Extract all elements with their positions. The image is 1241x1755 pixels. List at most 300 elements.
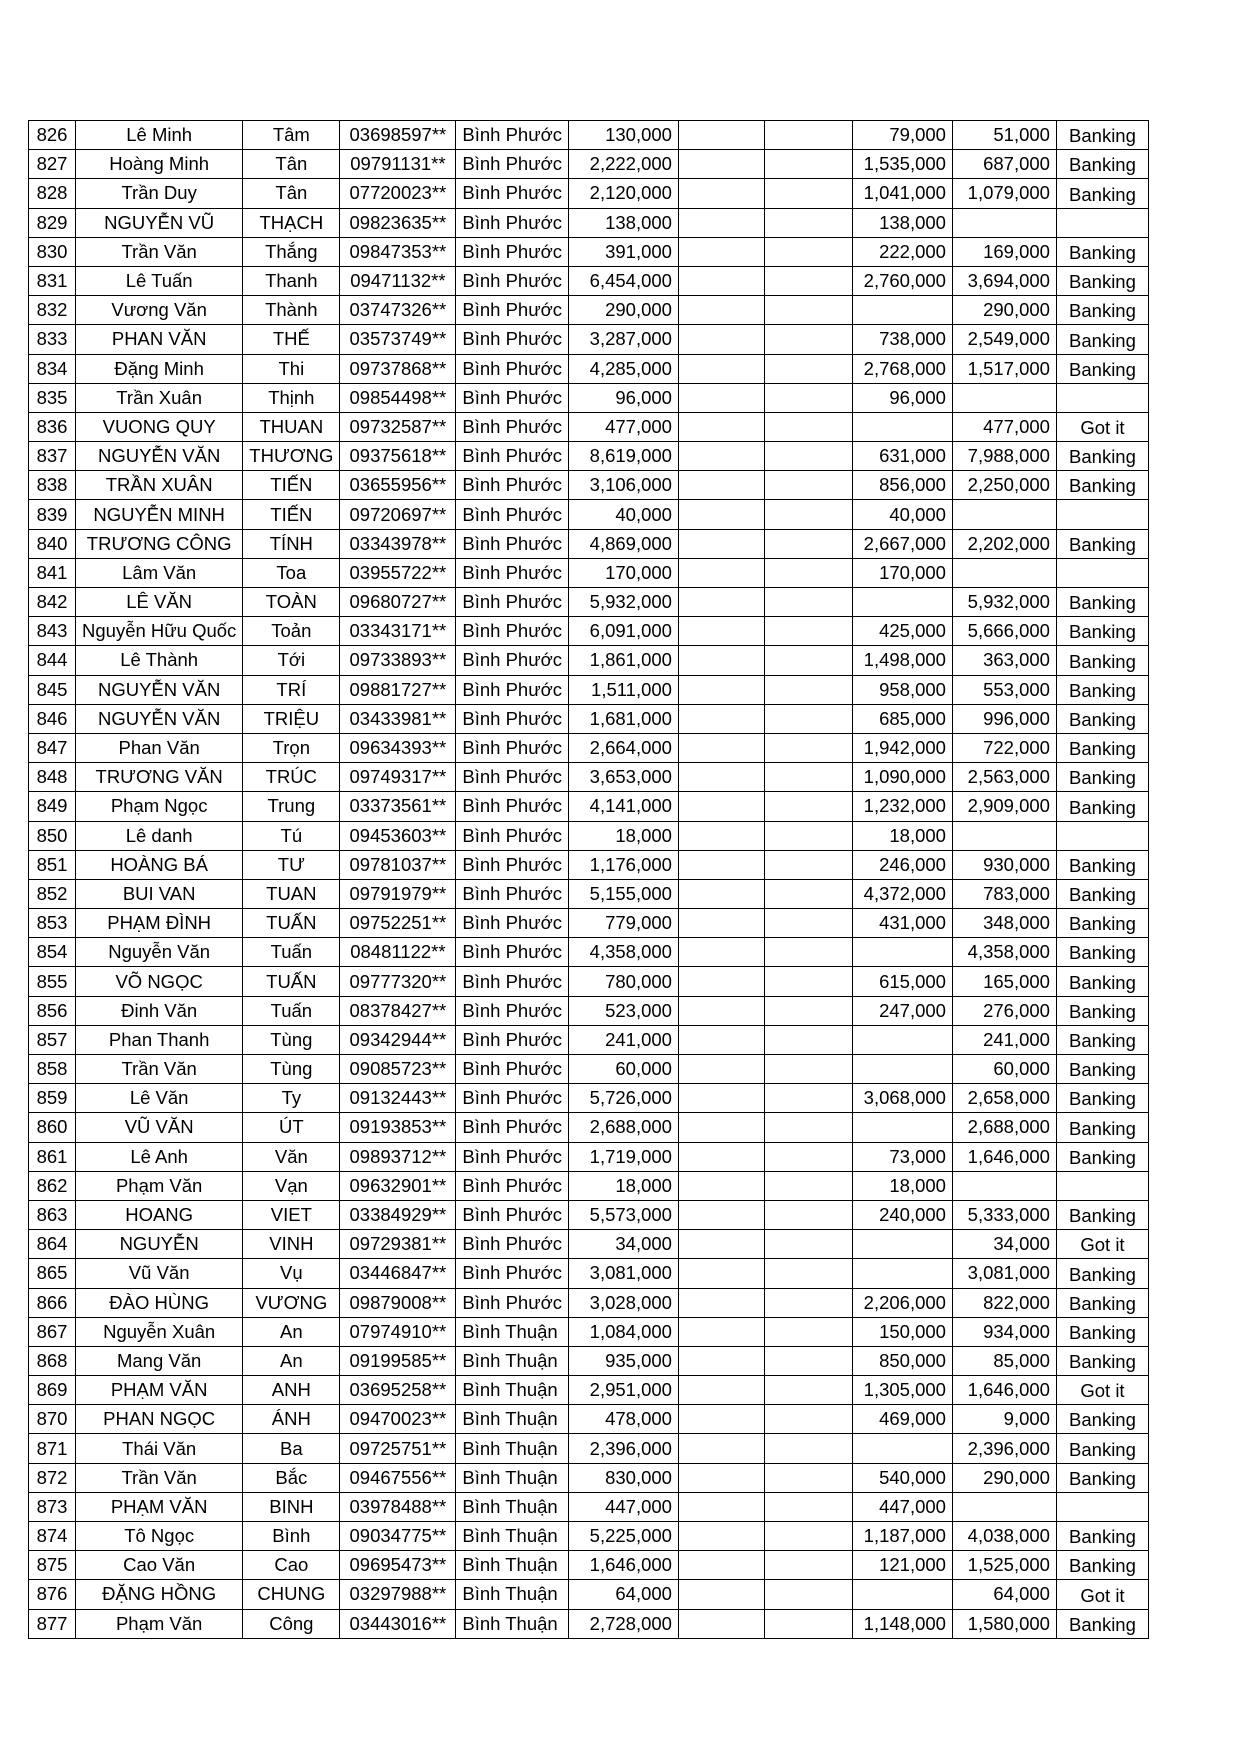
- blank-column-1-cell: [678, 1609, 764, 1638]
- remaining-amount-cell: 60,000: [952, 1055, 1056, 1084]
- total-amount-cell: 4,869,000: [568, 529, 678, 558]
- remaining-amount-cell: 9,000: [952, 1405, 1056, 1434]
- last-middle-name-cell: Hoàng Minh: [76, 150, 243, 179]
- province-cell: Bình Thuận: [456, 1434, 569, 1463]
- phone-number-cell: 09632901**: [340, 1171, 456, 1200]
- last-middle-name-cell: Vũ Văn: [76, 1259, 243, 1288]
- total-amount-cell: 96,000: [568, 383, 678, 412]
- blank-column-1-cell: [678, 237, 764, 266]
- row-number-cell: 874: [29, 1522, 76, 1551]
- last-middle-name-cell: VŨ VĂN: [76, 1113, 243, 1142]
- blank-column-1-cell: [678, 179, 764, 208]
- row-number-cell: 841: [29, 558, 76, 587]
- remaining-amount-cell: 2,563,000: [952, 763, 1056, 792]
- province-cell: Bình Phước: [456, 208, 569, 237]
- phone-number-cell: 08378427**: [340, 996, 456, 1025]
- paid-amount-cell: 425,000: [852, 617, 952, 646]
- blank-column-2-cell: [764, 1522, 852, 1551]
- first-name-cell: TUẤN: [243, 909, 340, 938]
- payment-status-cell: Banking: [1056, 1200, 1148, 1229]
- total-amount-cell: 1,646,000: [568, 1551, 678, 1580]
- remaining-amount-cell: 1,580,000: [952, 1609, 1056, 1638]
- blank-column-2-cell: [764, 1288, 852, 1317]
- first-name-cell: Thi: [243, 354, 340, 383]
- total-amount-cell: 5,932,000: [568, 588, 678, 617]
- province-cell: Bình Phước: [456, 733, 569, 762]
- row-number-cell: 875: [29, 1551, 76, 1580]
- remaining-amount-cell: 934,000: [952, 1317, 1056, 1346]
- remaining-amount-cell: 1,079,000: [952, 179, 1056, 208]
- last-middle-name-cell: Lê Văn: [76, 1084, 243, 1113]
- last-middle-name-cell: Lê danh: [76, 821, 243, 850]
- blank-column-2-cell: [764, 850, 852, 879]
- total-amount-cell: 3,287,000: [568, 325, 678, 354]
- province-cell: Bình Phước: [456, 909, 569, 938]
- row-number-cell: 859: [29, 1084, 76, 1113]
- payment-status-cell: Banking: [1056, 529, 1148, 558]
- blank-column-1-cell: [678, 1259, 764, 1288]
- total-amount-cell: 1,511,000: [568, 675, 678, 704]
- remaining-amount-cell: 822,000: [952, 1288, 1056, 1317]
- payment-status-cell: Banking: [1056, 704, 1148, 733]
- table-row: [29, 266, 1149, 295]
- blank-column-1-cell: [678, 792, 764, 821]
- province-cell: Bình Phước: [456, 1259, 569, 1288]
- remaining-amount-cell: 1,517,000: [952, 354, 1056, 383]
- table-row: [29, 938, 1149, 967]
- paid-amount-cell: 2,206,000: [852, 1288, 952, 1317]
- first-name-cell: Thanh: [243, 266, 340, 295]
- phone-number-cell: 09854498**: [340, 383, 456, 412]
- province-cell: Bình Thuận: [456, 1551, 569, 1580]
- blank-column-2-cell: [764, 442, 852, 471]
- province-cell: Bình Phước: [456, 412, 569, 441]
- phone-number-cell: 09749317**: [340, 763, 456, 792]
- table-row: [29, 909, 1149, 938]
- paid-amount-cell: 738,000: [852, 325, 952, 354]
- payment-status-cell: Banking: [1056, 442, 1148, 471]
- table-row: [29, 1434, 1149, 1463]
- province-cell: Bình Phước: [456, 121, 569, 150]
- last-middle-name-cell: ĐÀO HÙNG: [76, 1288, 243, 1317]
- blank-column-1-cell: [678, 1317, 764, 1346]
- blank-column-1-cell: [678, 1551, 764, 1580]
- payment-status-cell: Banking: [1056, 1142, 1148, 1171]
- paid-amount-cell: 958,000: [852, 675, 952, 704]
- phone-number-cell: 03297988**: [340, 1580, 456, 1609]
- phone-number-cell: 09085723**: [340, 1055, 456, 1084]
- last-middle-name-cell: Phạm Văn: [76, 1171, 243, 1200]
- row-number-cell: 836: [29, 412, 76, 441]
- last-middle-name-cell: Nguyễn Hữu Quốc: [76, 617, 243, 646]
- first-name-cell: Bình: [243, 1522, 340, 1551]
- table-row: [29, 850, 1149, 879]
- row-number-cell: 866: [29, 1288, 76, 1317]
- remaining-amount-cell: 1,525,000: [952, 1551, 1056, 1580]
- payment-status-cell: Banking: [1056, 471, 1148, 500]
- province-cell: Bình Phước: [456, 1055, 569, 1084]
- blank-column-2-cell: [764, 208, 852, 237]
- province-cell: Bình Phước: [456, 821, 569, 850]
- last-middle-name-cell: Tô Ngọc: [76, 1522, 243, 1551]
- first-name-cell: TRÍ: [243, 675, 340, 704]
- paid-amount-cell: [852, 1259, 952, 1288]
- last-middle-name-cell: Trần Văn: [76, 1463, 243, 1492]
- blank-column-2-cell: [764, 967, 852, 996]
- paid-amount-cell: 1,942,000: [852, 733, 952, 762]
- blank-column-1-cell: [678, 1025, 764, 1054]
- table-row: [29, 121, 1149, 150]
- table-row: [29, 967, 1149, 996]
- last-middle-name-cell: TRƯƠNG CÔNG: [76, 529, 243, 558]
- payment-status-cell: Banking: [1056, 1084, 1148, 1113]
- payment-status-cell: [1056, 1171, 1148, 1200]
- total-amount-cell: 3,653,000: [568, 763, 678, 792]
- total-amount-cell: 6,091,000: [568, 617, 678, 646]
- remaining-amount-cell: 930,000: [952, 850, 1056, 879]
- blank-column-2-cell: [764, 412, 852, 441]
- phone-number-cell: 09695473**: [340, 1551, 456, 1580]
- table-row: [29, 1171, 1149, 1200]
- table-row: [29, 996, 1149, 1025]
- total-amount-cell: 478,000: [568, 1405, 678, 1434]
- province-cell: Bình Thuận: [456, 1580, 569, 1609]
- payment-status-cell: Banking: [1056, 150, 1148, 179]
- remaining-amount-cell: 363,000: [952, 646, 1056, 675]
- row-number-cell: 864: [29, 1230, 76, 1259]
- province-cell: Bình Thuận: [456, 1463, 569, 1492]
- first-name-cell: Văn: [243, 1142, 340, 1171]
- first-name-cell: TUẤN: [243, 967, 340, 996]
- paid-amount-cell: 150,000: [852, 1317, 952, 1346]
- table-row: [29, 1084, 1149, 1113]
- payment-status-cell: [1056, 558, 1148, 587]
- paid-amount-cell: 615,000: [852, 967, 952, 996]
- blank-column-1-cell: [678, 1171, 764, 1200]
- table-row: [29, 1259, 1149, 1288]
- row-number-cell: 873: [29, 1492, 76, 1521]
- payment-status-cell: Banking: [1056, 1346, 1148, 1375]
- total-amount-cell: 830,000: [568, 1463, 678, 1492]
- remaining-amount-cell: 2,909,000: [952, 792, 1056, 821]
- last-middle-name-cell: Phan Văn: [76, 733, 243, 762]
- total-amount-cell: 3,106,000: [568, 471, 678, 500]
- phone-number-cell: 09737868**: [340, 354, 456, 383]
- blank-column-1-cell: [678, 1492, 764, 1521]
- table-row: [29, 529, 1149, 558]
- row-number-cell: 872: [29, 1463, 76, 1492]
- paid-amount-cell: 1,187,000: [852, 1522, 952, 1551]
- paid-amount-cell: [852, 1434, 952, 1463]
- blank-column-2-cell: [764, 500, 852, 529]
- phone-number-cell: 09879008**: [340, 1288, 456, 1317]
- table-row: [29, 1580, 1149, 1609]
- first-name-cell: An: [243, 1317, 340, 1346]
- paid-amount-cell: [852, 1113, 952, 1142]
- remaining-amount-cell: 4,358,000: [952, 938, 1056, 967]
- payment-status-cell: Banking: [1056, 646, 1148, 675]
- row-number-cell: 871: [29, 1434, 76, 1463]
- payment-status-cell: Banking: [1056, 938, 1148, 967]
- remaining-amount-cell: 3,694,000: [952, 266, 1056, 295]
- payment-status-cell: [1056, 208, 1148, 237]
- payment-status-cell: Banking: [1056, 266, 1148, 295]
- first-name-cell: Toản: [243, 617, 340, 646]
- table-row: [29, 558, 1149, 587]
- payment-status-cell: Banking: [1056, 996, 1148, 1025]
- payment-status-cell: Banking: [1056, 1405, 1148, 1434]
- blank-column-2-cell: [764, 763, 852, 792]
- province-cell: Bình Phước: [456, 558, 569, 587]
- row-number-cell: 830: [29, 237, 76, 266]
- province-cell: Bình Phước: [456, 646, 569, 675]
- paid-amount-cell: 96,000: [852, 383, 952, 412]
- last-middle-name-cell: NGUYỄN VĂN: [76, 675, 243, 704]
- blank-column-2-cell: [764, 1230, 852, 1259]
- table-row: [29, 1288, 1149, 1317]
- blank-column-1-cell: [678, 150, 764, 179]
- last-middle-name-cell: Nguyễn Văn: [76, 938, 243, 967]
- blank-column-1-cell: [678, 1376, 764, 1405]
- table-row: [29, 821, 1149, 850]
- table-row: [29, 296, 1149, 325]
- payment-status-cell: Banking: [1056, 1317, 1148, 1346]
- phone-number-cell: 09729381**: [340, 1230, 456, 1259]
- last-middle-name-cell: NGUYỄN MINH: [76, 500, 243, 529]
- blank-column-2-cell: [764, 266, 852, 295]
- first-name-cell: Cao: [243, 1551, 340, 1580]
- paid-amount-cell: 2,760,000: [852, 266, 952, 295]
- phone-number-cell: 03573749**: [340, 325, 456, 354]
- total-amount-cell: 170,000: [568, 558, 678, 587]
- total-amount-cell: 5,573,000: [568, 1200, 678, 1229]
- payment-status-cell: Got it: [1056, 412, 1148, 441]
- row-number-cell: 834: [29, 354, 76, 383]
- paid-amount-cell: 18,000: [852, 1171, 952, 1200]
- remaining-amount-cell: [952, 558, 1056, 587]
- province-cell: Bình Phước: [456, 529, 569, 558]
- first-name-cell: Toa: [243, 558, 340, 587]
- province-cell: Bình Phước: [456, 325, 569, 354]
- first-name-cell: ÁNH: [243, 1405, 340, 1434]
- province-cell: Bình Thuận: [456, 1317, 569, 1346]
- total-amount-cell: 2,951,000: [568, 1376, 678, 1405]
- row-number-cell: 842: [29, 588, 76, 617]
- blank-column-1-cell: [678, 588, 764, 617]
- row-number-cell: 839: [29, 500, 76, 529]
- payment-status-cell: Banking: [1056, 675, 1148, 704]
- row-number-cell: 837: [29, 442, 76, 471]
- first-name-cell: Ba: [243, 1434, 340, 1463]
- blank-column-1-cell: [678, 121, 764, 150]
- last-middle-name-cell: LÊ VĂN: [76, 588, 243, 617]
- province-cell: Bình Phước: [456, 1171, 569, 1200]
- blank-column-1-cell: [678, 1113, 764, 1142]
- remaining-amount-cell: 3,081,000: [952, 1259, 1056, 1288]
- payment-status-cell: Banking: [1056, 121, 1148, 150]
- last-middle-name-cell: Trần Xuân: [76, 383, 243, 412]
- payment-status-cell: Banking: [1056, 617, 1148, 646]
- paid-amount-cell: 73,000: [852, 1142, 952, 1171]
- table-row: [29, 237, 1149, 266]
- blank-column-1-cell: [678, 558, 764, 587]
- blank-column-1-cell: [678, 1463, 764, 1492]
- blank-column-1-cell: [678, 617, 764, 646]
- first-name-cell: TUAN: [243, 879, 340, 908]
- first-name-cell: ANH: [243, 1376, 340, 1405]
- row-number-cell: 850: [29, 821, 76, 850]
- remaining-amount-cell: 2,202,000: [952, 529, 1056, 558]
- payment-status-cell: [1056, 383, 1148, 412]
- blank-column-1-cell: [678, 208, 764, 237]
- table-row: [29, 617, 1149, 646]
- table-row: [29, 792, 1149, 821]
- first-name-cell: Thắng: [243, 237, 340, 266]
- blank-column-1-cell: [678, 850, 764, 879]
- remaining-amount-cell: [952, 1492, 1056, 1521]
- last-middle-name-cell: PHẠM ĐÌNH: [76, 909, 243, 938]
- province-cell: Bình Phước: [456, 1025, 569, 1054]
- blank-column-1-cell: [678, 266, 764, 295]
- province-cell: Bình Thuận: [456, 1492, 569, 1521]
- table-row: [29, 646, 1149, 675]
- remaining-amount-cell: [952, 1171, 1056, 1200]
- province-cell: Bình Phước: [456, 296, 569, 325]
- phone-number-cell: 09733893**: [340, 646, 456, 675]
- table-row: [29, 1492, 1149, 1521]
- phone-number-cell: 09199585**: [340, 1346, 456, 1375]
- row-number-cell: 832: [29, 296, 76, 325]
- table-row: [29, 1200, 1149, 1229]
- first-name-cell: Thịnh: [243, 383, 340, 412]
- payment-status-cell: Banking: [1056, 237, 1148, 266]
- table-row: [29, 1055, 1149, 1084]
- blank-column-2-cell: [764, 529, 852, 558]
- row-number-cell: 853: [29, 909, 76, 938]
- table-row: [29, 704, 1149, 733]
- province-cell: Bình Phước: [456, 1200, 569, 1229]
- blank-column-2-cell: [764, 733, 852, 762]
- total-amount-cell: 5,225,000: [568, 1522, 678, 1551]
- total-amount-cell: 3,028,000: [568, 1288, 678, 1317]
- table-row: [29, 1113, 1149, 1142]
- paid-amount-cell: 1,090,000: [852, 763, 952, 792]
- blank-column-2-cell: [764, 1492, 852, 1521]
- payment-status-cell: Banking: [1056, 1609, 1148, 1638]
- paid-amount-cell: 1,041,000: [852, 179, 952, 208]
- paid-amount-cell: [852, 938, 952, 967]
- remaining-amount-cell: 996,000: [952, 704, 1056, 733]
- blank-column-1-cell: [678, 938, 764, 967]
- remaining-amount-cell: 64,000: [952, 1580, 1056, 1609]
- paid-amount-cell: 540,000: [852, 1463, 952, 1492]
- row-number-cell: 826: [29, 121, 76, 150]
- payment-status-cell: Got it: [1056, 1376, 1148, 1405]
- remaining-amount-cell: 687,000: [952, 150, 1056, 179]
- province-cell: Bình Thuận: [456, 1609, 569, 1638]
- phone-number-cell: 09375618**: [340, 442, 456, 471]
- paid-amount-cell: 631,000: [852, 442, 952, 471]
- phone-number-cell: 09791979**: [340, 879, 456, 908]
- last-middle-name-cell: VÕ NGỌC: [76, 967, 243, 996]
- blank-column-2-cell: [764, 1113, 852, 1142]
- first-name-cell: VINH: [243, 1230, 340, 1259]
- province-cell: Bình Phước: [456, 150, 569, 179]
- remaining-amount-cell: 1,646,000: [952, 1142, 1056, 1171]
- total-amount-cell: 2,222,000: [568, 150, 678, 179]
- first-name-cell: Tân: [243, 150, 340, 179]
- total-amount-cell: 523,000: [568, 996, 678, 1025]
- blank-column-1-cell: [678, 996, 764, 1025]
- payment-status-cell: Banking: [1056, 1522, 1148, 1551]
- last-middle-name-cell: PHAN VĂN: [76, 325, 243, 354]
- paid-amount-cell: 431,000: [852, 909, 952, 938]
- first-name-cell: ÚT: [243, 1113, 340, 1142]
- phone-number-cell: 03443016**: [340, 1609, 456, 1638]
- total-amount-cell: 4,358,000: [568, 938, 678, 967]
- phone-number-cell: 09680727**: [340, 588, 456, 617]
- phone-number-cell: 07974910**: [340, 1317, 456, 1346]
- last-middle-name-cell: Đặng Minh: [76, 354, 243, 383]
- remaining-amount-cell: 348,000: [952, 909, 1056, 938]
- row-number-cell: 858: [29, 1055, 76, 1084]
- paid-amount-cell: 40,000: [852, 500, 952, 529]
- blank-column-2-cell: [764, 1376, 852, 1405]
- last-middle-name-cell: Thái Văn: [76, 1434, 243, 1463]
- phone-number-cell: 09823635**: [340, 208, 456, 237]
- province-cell: Bình Phước: [456, 996, 569, 1025]
- row-number-cell: 835: [29, 383, 76, 412]
- last-middle-name-cell: Phạm Ngọc: [76, 792, 243, 821]
- table-row: [29, 412, 1149, 441]
- total-amount-cell: 4,141,000: [568, 792, 678, 821]
- row-number-cell: 838: [29, 471, 76, 500]
- last-middle-name-cell: TRẦN XUÂN: [76, 471, 243, 500]
- blank-column-1-cell: [678, 646, 764, 675]
- row-number-cell: 829: [29, 208, 76, 237]
- blank-column-2-cell: [764, 471, 852, 500]
- blank-column-1-cell: [678, 1084, 764, 1113]
- table-row: [29, 150, 1149, 179]
- total-amount-cell: 40,000: [568, 500, 678, 529]
- remaining-amount-cell: [952, 500, 1056, 529]
- phone-number-cell: 09791131**: [340, 150, 456, 179]
- first-name-cell: VIET: [243, 1200, 340, 1229]
- blank-column-1-cell: [678, 325, 764, 354]
- blank-column-1-cell: [678, 879, 764, 908]
- province-cell: Bình Thuận: [456, 1346, 569, 1375]
- blank-column-2-cell: [764, 1142, 852, 1171]
- row-number-cell: 844: [29, 646, 76, 675]
- row-number-cell: 876: [29, 1580, 76, 1609]
- paid-amount-cell: 240,000: [852, 1200, 952, 1229]
- province-cell: Bình Phước: [456, 850, 569, 879]
- province-cell: Bình Phước: [456, 354, 569, 383]
- table-row: [29, 1376, 1149, 1405]
- first-name-cell: THẾ: [243, 325, 340, 354]
- province-cell: Bình Phước: [456, 500, 569, 529]
- phone-number-cell: 09132443**: [340, 1084, 456, 1113]
- blank-column-2-cell: [764, 646, 852, 675]
- remaining-amount-cell: 290,000: [952, 296, 1056, 325]
- table-row: [29, 1317, 1149, 1346]
- row-number-cell: 854: [29, 938, 76, 967]
- table-row: [29, 179, 1149, 208]
- paid-amount-cell: [852, 296, 952, 325]
- paid-amount-cell: 850,000: [852, 1346, 952, 1375]
- total-amount-cell: 1,719,000: [568, 1142, 678, 1171]
- phone-number-cell: 03955722**: [340, 558, 456, 587]
